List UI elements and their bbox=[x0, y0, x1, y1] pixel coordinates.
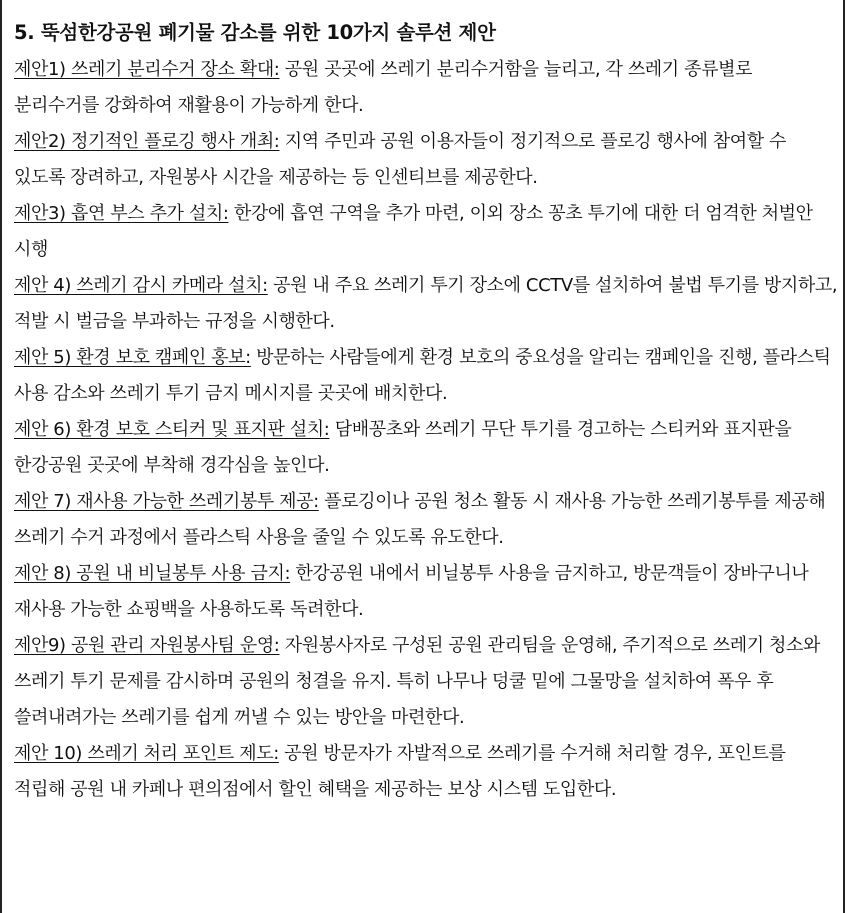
proposal-10 bbox=[14, 736, 840, 808]
proposal-4 bbox=[14, 268, 840, 340]
proposal-heading: 제안 5) 환경 보호 캠페인 홍보: bbox=[14, 347, 251, 368]
proposal-heading: 제안 6) 환경 보호 스티커 및 표지판 설치: bbox=[14, 419, 330, 440]
proposal-body: 자원봉사자로 구성된 공원 관리팀을 운영해, 주기적으로 쓰레기 청소와 쓰레기 투기 문제를 감시하며 공원의 청결을 유지. 특히 나무나 덩쿨 밑에 그물망을 설치하여 폭우 후 쓸려내려가는 쓰레기를 쉽게 꺼낼 수 있는 방안을 마련한다. bbox=[14, 635, 821, 728]
proposal-8 bbox=[14, 556, 840, 628]
proposal-heading: 제안1) 쓰레기 분리수거 장소 확대: bbox=[14, 59, 280, 80]
document-content bbox=[14, 18, 840, 808]
proposal-body: 지역 주민과 공원 이용자들이 정기적으로 플로깅 행사에 참여할 수 있도록 장려하고, 자원봉사 시간을 제공하는 등 인센티브를 제공한다. bbox=[14, 131, 787, 188]
proposal-2 bbox=[14, 124, 840, 196]
proposal-body: 공원 내 주요 쓰레기 투기 장소에 CCTV를 설치하여 불법 투기를 방지하고, 적발 시 벌금을 부과하는 규정을 시행한다. bbox=[14, 275, 838, 332]
proposal-body: 한강공원 내에서 비닐봉투 사용을 금지하고, 방문객들이 장바구니나 재사용 가능한 쇼핑백을 사용하도록 독려한다. bbox=[14, 563, 809, 620]
proposal-7 bbox=[14, 484, 840, 556]
proposal-body: 플로깅이나 공원 청소 활동 시 재사용 가능한 쓰레기봉투를 제공해 쓰레기 수거 과정에서 플라스틱 사용을 줄일 수 있도록 유도한다. bbox=[14, 491, 826, 548]
proposal-body: 공원 방문자가 자발적으로 쓰레기를 수거해 처리할 경우, 포인트를 적립해 공원 내 카페나 편의점에서 할인 혜택을 제공하는 보상 시스템 도입한다. bbox=[14, 743, 786, 800]
proposal-heading: 제안 10) 쓰레기 처리 포인트 제도: bbox=[14, 743, 279, 764]
proposal-5 bbox=[14, 340, 840, 412]
proposal-6 bbox=[14, 412, 840, 484]
proposal-body: 방문하는 사람들에게 환경 보호의 중요성을 알리는 캠페인을 진행, 플라스틱 사용 감소와 쓰레기 투기 금지 메시지를 곳곳에 배치한다. bbox=[14, 347, 831, 404]
proposal-heading: 제안2) 정기적인 플로깅 행사 개최: bbox=[14, 131, 280, 152]
proposal-body: 한강에 흡연 구역을 추가 마련, 이외 장소 꽁초 투기에 대한 더 엄격한 처벌안 시행 bbox=[14, 203, 813, 260]
proposal-3 bbox=[14, 196, 840, 268]
proposal-heading: 제안 7) 재사용 가능한 쓰레기봉투 제공: bbox=[14, 491, 319, 512]
proposal-body: 담배꽁초와 쓰레기 무단 투기를 경고하는 스티커와 표지판을 한강공원 곳곳에 부착해 경각심을 높인다. bbox=[14, 419, 792, 476]
proposal-heading: 제안 8) 공원 내 비닐봉투 사용 금지: bbox=[14, 563, 291, 584]
proposal-heading: 제안3) 흡연 부스 추가 설치: bbox=[14, 203, 229, 224]
proposal-heading: 제안9) 공원 관리 자원봉사팀 운영: bbox=[14, 635, 280, 656]
proposal-heading: 제안 4) 쓰레기 감시 카메라 설치: bbox=[14, 275, 268, 296]
proposal-1 bbox=[14, 52, 840, 124]
document-title: 5. 뚝섬한강공원 폐기물 감소를 위한 10가지 솔루션 제안 bbox=[14, 21, 496, 44]
proposal-9 bbox=[14, 628, 840, 736]
proposal-body: 공원 곳곳에 쓰레기 분리수거함을 늘리고, 각 쓰레기 종류별로 분리수거를 강화하여 재활용이 가능하게 한다. bbox=[14, 59, 753, 116]
